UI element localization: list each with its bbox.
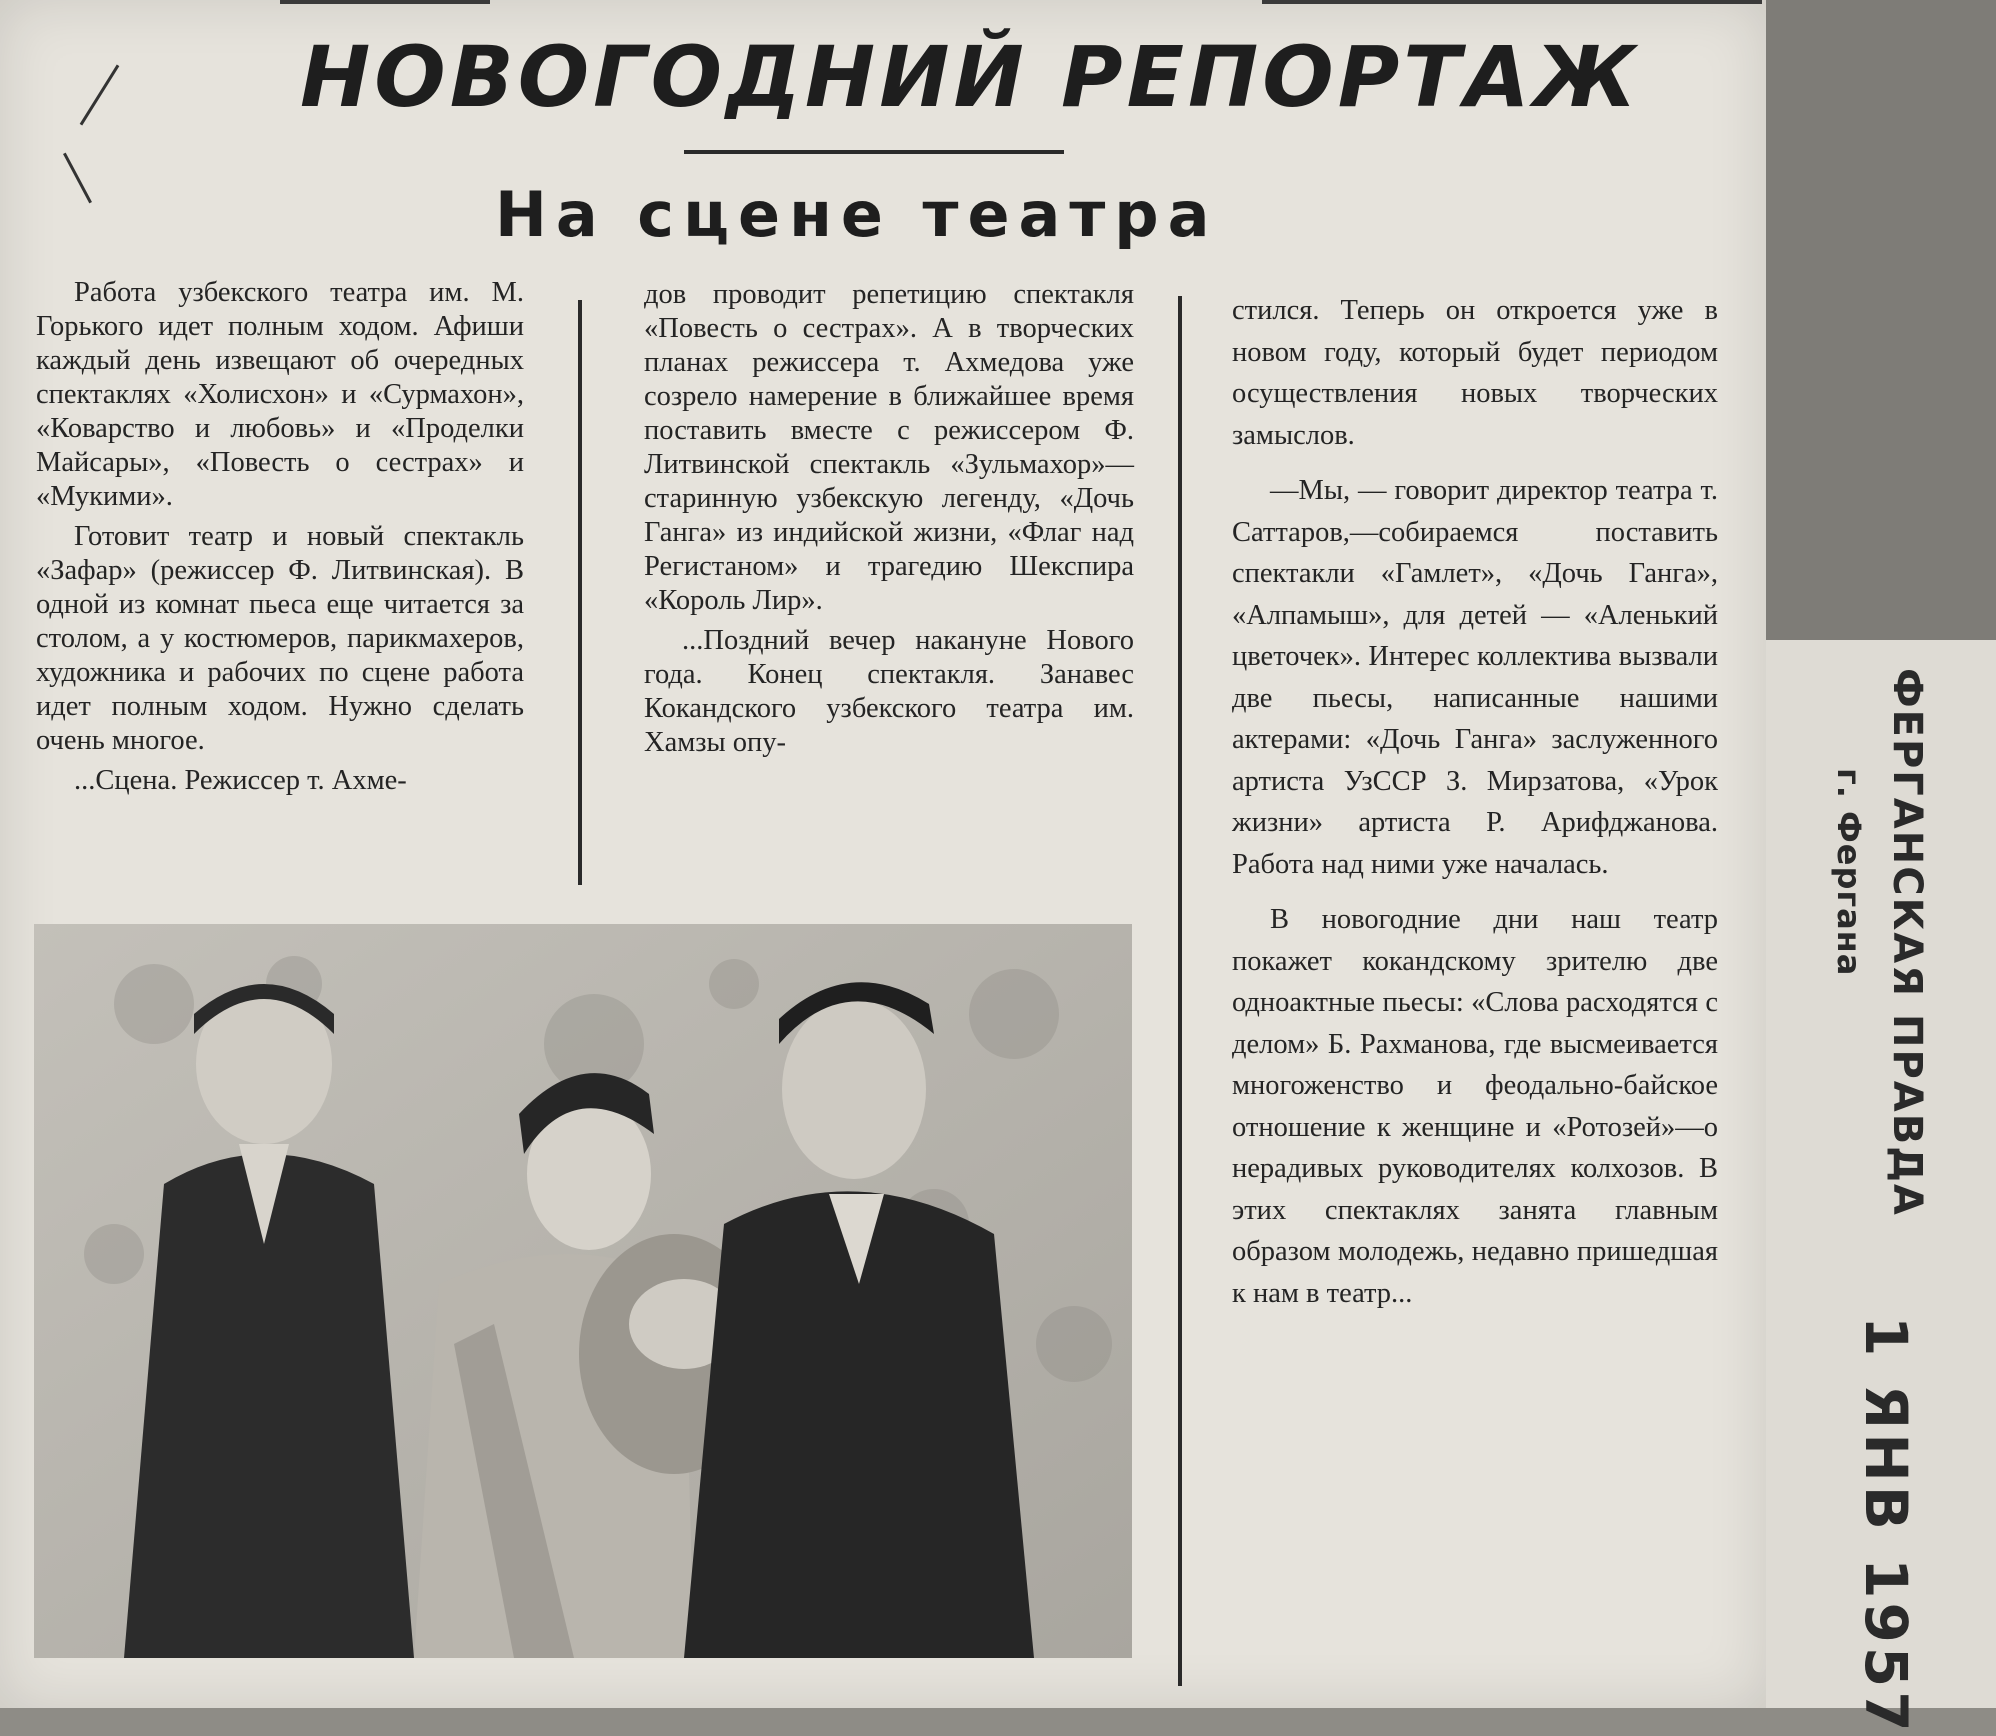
- column-divider: [1178, 296, 1182, 1686]
- paragraph: стился. Теперь он откроется уже в новом году, который будет периодом осуществления новых творческих замыслов.: [1232, 295, 1718, 451]
- headline: НОВОГОДНИЙ РЕПОРТАЖ: [300, 28, 1641, 126]
- article-column-2: [644, 278, 1134, 760]
- date-stamp: 1 ЯНВ 1957: [1852, 1316, 1920, 1736]
- pencil-mark: [80, 65, 120, 126]
- paragraph: Работа узбекского театра им. М. Горького идет полным ходом. Афиши каждый день извещают об очередных спектаклях «Холисхон» и «Сурмахон», «Коварство и любовь» и «Проделки Майсары», «Повесть о сестрах» и «Мукими».: [36, 277, 524, 512]
- column-divider: [578, 300, 582, 885]
- paragraph: ...Сцена. Режиссер т. Ахме-: [74, 765, 407, 796]
- stage-photo: [34, 924, 1132, 1658]
- paragraph: Готовит театр и новый спектакль «Зафар» (режиссер Ф. Литвинская). В одной из комнат пьеса еще читается за столом, а у костюмеров, парикмахеров, художника и рабочих по сцене работа идет полным ходом. Нужно сделать очень многое.: [36, 521, 524, 756]
- clip-edge-mark: [280, 0, 490, 4]
- background-edge: [1766, 0, 1996, 640]
- paragraph: —Мы, — говорит директор театра т. Саттаров,—собираемся поставить спектакли «Гамлет», «Дочь Ганга», «Алпамыш», для детей — «Аленький цветочек». Интерес коллектива вызвали две пьесы, написанные нашими актерами: «Дочь Ганга» заслуженного артиста УзССР З. Мирзатова, «Урок жизни» артиста Р. Арифджанова. Работа над ними уже началась.: [1232, 475, 1718, 880]
- pencil-mark: [63, 153, 92, 204]
- paragraph: ...Поздний вечер накануне Нового года. Конец спектакля. Занавес Кокандского узбекского театра им. Хамзы опу-: [644, 625, 1134, 758]
- article-column-3: [1232, 290, 1718, 1314]
- article-column-1: [36, 276, 524, 798]
- paragraph: дов проводит репетицию спектакля «Повесть о сестрах». А в творческих планах режиссера т. Ахмедова уже созрело намерение в ближайшее время поставить вместе с режиссером Ф. Литвинской спектакль «Зульмахор»—старинную узбекскую легенду, «Дочь Ганга» из индийской жизни, «Флаг над Регистаном» и трагедию Шекспира «Король Лир».: [644, 279, 1134, 616]
- subheadline: На сцене театра: [495, 178, 1219, 251]
- headline-rule: [684, 150, 1064, 154]
- newspaper-city: г. Фергана: [1830, 768, 1868, 977]
- newspaper-name: ФЕРГАНСКАЯ ПРАВДА: [1884, 668, 1930, 1217]
- stage-photo-image: [34, 924, 1132, 1658]
- clip-edge-mark: [1262, 0, 1762, 4]
- paragraph: В новогодние дни наш театр покажет кокандскому зрителю две одноактные пьесы: «Слова расходятся с делом» Б. Рахманова, где высмеивается многоженство и феодально-байское отношение к женщине и «Ротозей»—о нерадивых руководителях колхозов. В этих спектаклях занята главным образом молодежь, недавно пришедшая к нам в театр...: [1232, 904, 1718, 1309]
